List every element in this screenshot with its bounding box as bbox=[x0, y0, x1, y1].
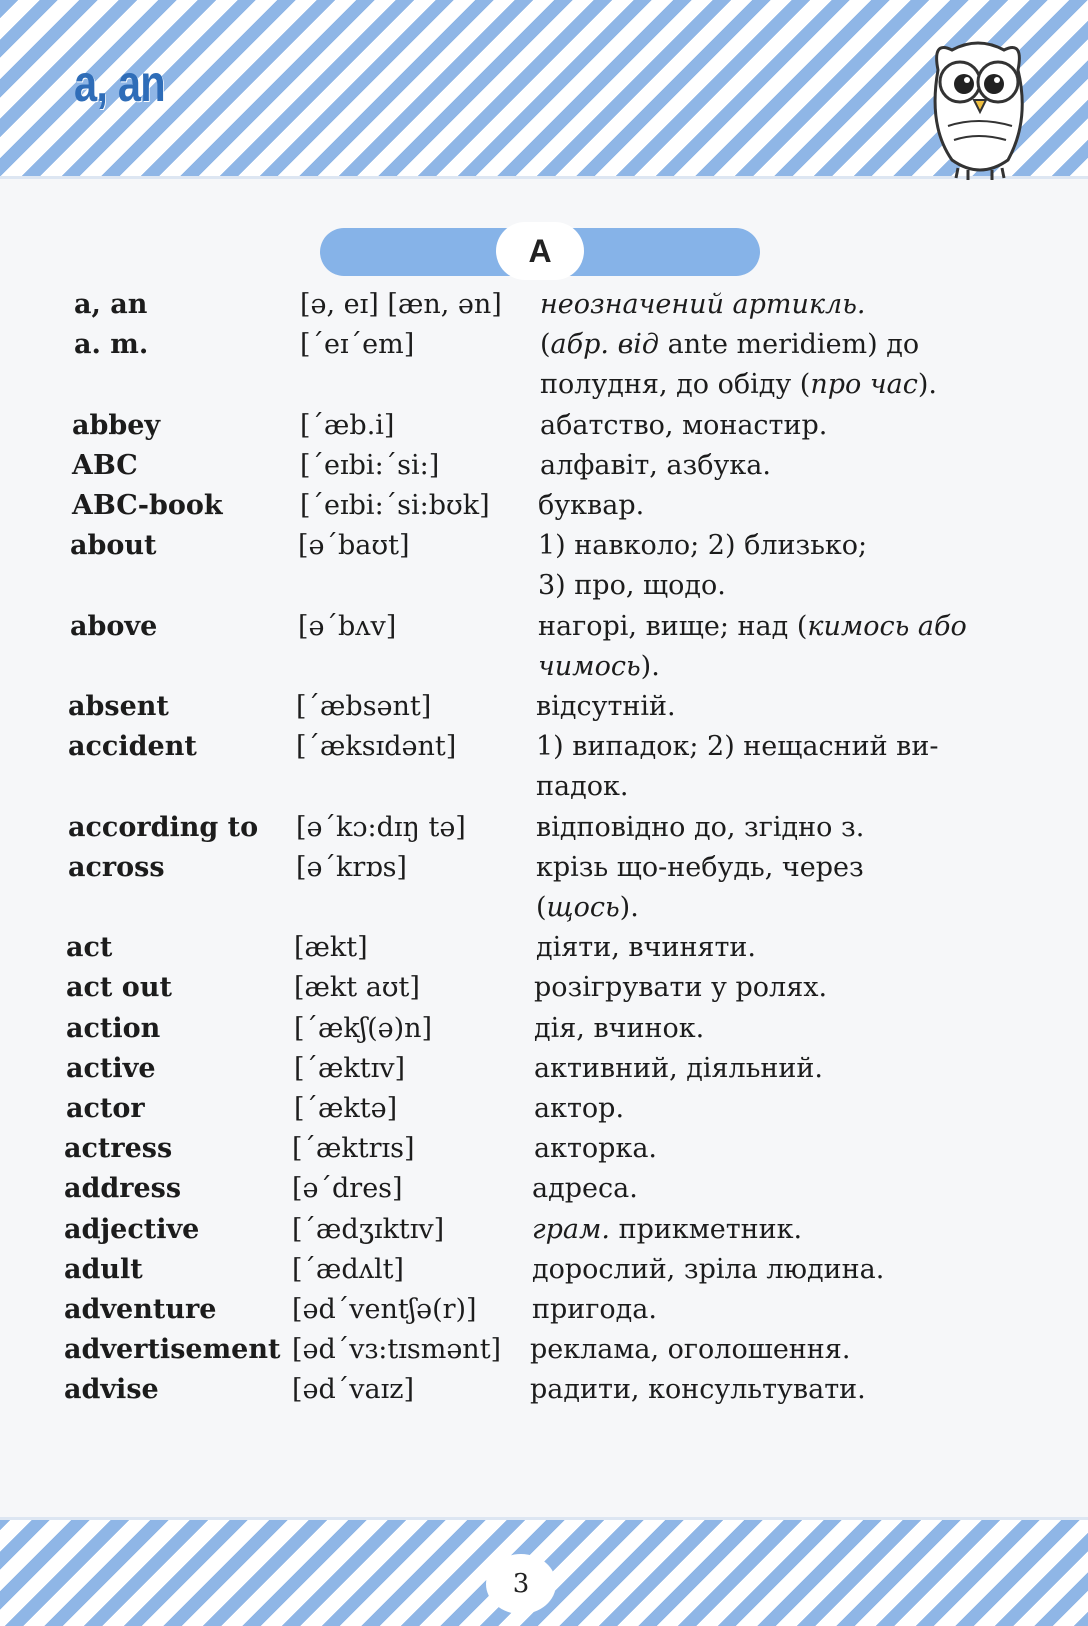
entry-translation: актор. bbox=[534, 1093, 625, 1124]
entry-translation: падок. bbox=[536, 771, 629, 803]
entry-translation: 1) навколо; 2) близько; bbox=[538, 530, 868, 562]
entry-word: absent bbox=[68, 691, 169, 722]
entry-word: advise bbox=[64, 1374, 159, 1406]
entry-translation: нагорі, вище; над (кимось або bbox=[538, 610, 967, 642]
entry-translation: чимось). bbox=[538, 650, 660, 682]
entry-translation: буквар. bbox=[538, 490, 645, 521]
entry-word: advertisement bbox=[64, 1334, 281, 1366]
entry-word: act bbox=[66, 932, 113, 964]
entry-pronunciation: [ə΄kɔ:dɪŋ tə] bbox=[296, 811, 466, 843]
entry-pronunciation: [΄ædʒɪktɪv] bbox=[292, 1213, 445, 1245]
entry-word: abbey bbox=[72, 409, 161, 441]
entry-translation: дорослий, зріла людина. bbox=[532, 1253, 885, 1285]
entry-pronunciation: [ə΄baʊt] bbox=[298, 530, 410, 562]
entry-pronunciation: [΄æb.i] bbox=[300, 409, 395, 441]
entry-word: act out bbox=[66, 972, 172, 1004]
entry-pronunciation: [΄eɪbi:΄si:bʊk] bbox=[300, 490, 490, 521]
entry-word: across bbox=[68, 851, 165, 883]
entry-pronunciation: [΄æbsənt] bbox=[296, 691, 432, 722]
entry-pronunciation: [΄ædʌlt] bbox=[292, 1253, 404, 1285]
entry-word: above bbox=[70, 610, 158, 642]
entry-translation: крізь що-небудь, через bbox=[536, 851, 864, 883]
entry-translation: діяти, вчиняти. bbox=[536, 932, 756, 964]
entry-pronunciation: [΄ækʃ(ə)n] bbox=[294, 1012, 433, 1044]
entry-pronunciation: [ə΄bʌv] bbox=[298, 610, 397, 642]
entry-word: ABC bbox=[72, 449, 138, 481]
entry-translation: неозначений артикль. bbox=[540, 289, 866, 320]
entry-word: accident bbox=[68, 731, 197, 763]
entry-translation: пригода. bbox=[532, 1294, 657, 1325]
entry-pronunciation: [΄æktɪv] bbox=[294, 1052, 406, 1084]
entry-translation: відсутній. bbox=[536, 691, 676, 722]
entry-translation: адреса. bbox=[532, 1173, 638, 1205]
entry-translation: радити, консультувати. bbox=[530, 1374, 866, 1406]
entry-translation: активний, діяльний. bbox=[534, 1052, 823, 1084]
entry-translation: полудня, до обіду (про час). bbox=[540, 369, 937, 401]
page-number: 3 bbox=[486, 1554, 556, 1614]
entry-pronunciation: [΄eɪ΄em] bbox=[300, 329, 415, 361]
entry-pronunciation: [΄eɪbi:΄si:] bbox=[300, 449, 440, 481]
entry-word: about bbox=[70, 530, 157, 562]
entry-translation: грам. прикметник. bbox=[532, 1213, 803, 1245]
entry-pronunciation: [ækt aʊt] bbox=[294, 972, 420, 1004]
entry-translation: акторка. bbox=[534, 1133, 658, 1165]
entry-translation: 3) про, щодо. bbox=[538, 570, 726, 602]
entry-word: ABC-book bbox=[72, 490, 223, 521]
entry-pronunciation: [ækt] bbox=[294, 932, 368, 964]
entry-word: according to bbox=[68, 811, 259, 843]
entry-pronunciation: [΄æktrɪs] bbox=[292, 1133, 415, 1165]
entry-translation: реклама, оголошення. bbox=[530, 1334, 851, 1366]
entry-translation: дія, вчинок. bbox=[534, 1012, 705, 1044]
entry-word: adventure bbox=[64, 1294, 217, 1325]
entry-word: adult bbox=[64, 1253, 143, 1285]
entry-word: adjective bbox=[64, 1213, 200, 1245]
entry-word: a, an bbox=[74, 289, 148, 320]
entry-pronunciation: [ə΄krɒs] bbox=[296, 851, 407, 883]
entry-translation: розігрувати у ролях. bbox=[534, 972, 828, 1004]
entry-pronunciation: [ə, eɪ] [æn, ən] bbox=[300, 289, 502, 320]
entry-word: actor bbox=[66, 1093, 145, 1124]
entry-pronunciation: [əd΄vɜ:tɪsmənt] bbox=[292, 1334, 502, 1366]
section-letter: A bbox=[496, 222, 584, 280]
entry-pronunciation: [΄æksɪdənt] bbox=[296, 731, 457, 763]
entry-translation: (абр. від ante meridiem) до bbox=[540, 329, 920, 361]
entry-pronunciation: [΄æktə] bbox=[294, 1093, 398, 1124]
entry-pronunciation: [əd΄vaɪz] bbox=[292, 1374, 415, 1406]
entry-word: actress bbox=[64, 1133, 173, 1165]
entry-translation: (щось). bbox=[536, 892, 639, 923]
entry-translation: абатство, монастир. bbox=[540, 409, 828, 441]
entry-translation: алфавіт, азбука. bbox=[540, 449, 771, 481]
entry-translation: відповідно до, згідно з. bbox=[536, 811, 865, 843]
entry-pronunciation: [ə΄dres] bbox=[292, 1173, 403, 1205]
entry-translation: 1) випадок; 2) нещасний ви- bbox=[536, 731, 939, 763]
entry-pronunciation: [əd΄ventʃə(r)] bbox=[292, 1294, 477, 1325]
entry-word: address bbox=[64, 1173, 182, 1205]
entry-word: active bbox=[66, 1052, 156, 1084]
entry-word: a. m. bbox=[74, 329, 149, 361]
page-heading: a, an bbox=[74, 55, 165, 113]
entry-word: action bbox=[66, 1012, 161, 1044]
